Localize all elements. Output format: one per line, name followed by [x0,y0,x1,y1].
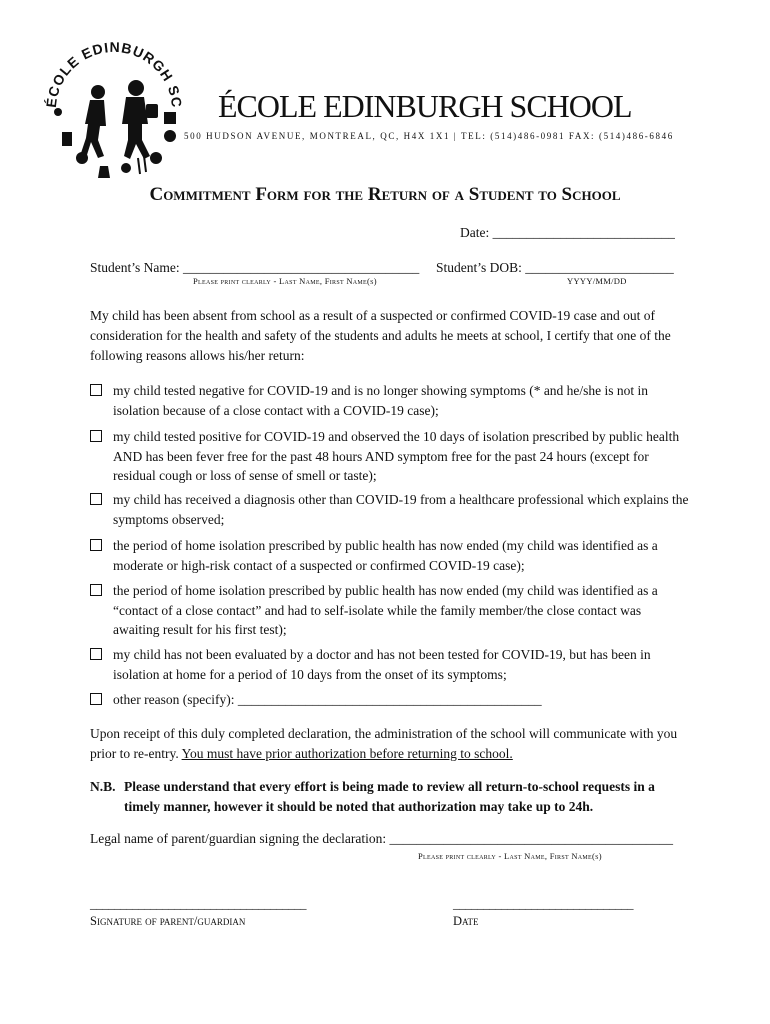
option-text: the period of home isolation prescribed by public health has now ended (my child was identified as a “contact of a close contact” and had to self-isolate while the family member/the close contact was awaiting result for his first test); [113,583,658,637]
option-text: my child tested negative for COVID-19 and is no longer showing symptoms (* and he/she is not in isolation because of a close contact with a COVID-19 case); [113,383,649,418]
school-name: ÉCOLE EDINBURGH SCHOOL [218,88,632,124]
option-text: my child has received a diagnosis other than COVID-19 from a healthcare professional which explains the symptoms observed; [113,492,689,527]
authorization-notice: You must have prior authorization before returning to school. [181,746,513,761]
date-field[interactable]: Date: ___________________________ [460,225,675,240]
svg-text:ÉCOLE EDINBURGH SCHOOL [38,40,185,109]
guardian-name-field[interactable]: Legal name of parent/guardian signing the declaration: __________________________________________ [90,831,674,846]
checkbox[interactable] [90,430,102,442]
date-signature-label: Date [453,914,479,928]
date-signature-line[interactable]: ______________________________ [453,896,633,911]
nb-paragraph [90,777,690,817]
checkbox[interactable] [90,648,102,660]
student-name-field[interactable]: Student’s Name: ___________________________________ [90,260,420,275]
student-dob-field[interactable]: Student’s DOB: ______________________ [436,260,674,275]
logo-text: ÉCOLE EDINBURGH SC [42,40,186,109]
checkbox[interactable] [90,493,102,505]
option-other-diagnosis[interactable] [90,490,690,529]
school-logo [38,40,188,180]
signature-line[interactable]: ____________________________________ [90,896,306,911]
option-text: other reason (specify): _____________________________________________ [113,692,542,707]
checkbox[interactable] [90,584,102,596]
receipt-paragraph [90,724,690,764]
option-text: my child tested positive for COVID-19 and observed the 10 days of isolation prescribed by public health AND has been fever free for the past 48 hours AND symptom free for the past 24 hours (except for residual cough or loss of sense of smell or taste); [113,429,680,483]
form-title: Commitment Form for the Return of a Student to School [149,184,621,205]
school-address: 500 HUDSON AVENUE, MONTREAL, QC, H4X 1X1 | TEL: (514)486-0981 FAX: (514)486-6846 [184,131,674,141]
nb-label: N.B. [90,779,116,794]
option-text: my child has not been evaluated by a doctor and has not been tested for COVID-19, but has been in isolation at home for a period of 10 days from the onset of its symptoms; [113,647,651,682]
option-negative-test[interactable] [90,381,690,420]
signature-label: Signature of parent/guardian [90,914,246,928]
nb-text: Please understand that every effort is being made to review all return-to-school requests in a timely manner, however it should be noted that authorization may take up to 24h. [124,779,655,814]
intro-paragraph: My child has been absent from school as a result of a suspected or confirmed COVID-19 case and out of consideration for the health and safety of the students and adults he meets at school, I certify that one of the following reasons allows his/her return: [90,308,671,363]
checkbox[interactable] [90,693,102,705]
option-text: the period of home isolation prescribed by public health has now ended (my child was identified as a moderate or high-risk contact of a suspected or confirmed COVID-19 case); [113,538,658,573]
option-not-evaluated[interactable] [90,645,690,684]
option-positive-test[interactable] [90,427,690,486]
student-dob-note: YYYY/MM/DD [567,276,627,286]
guardian-name-note: Please print clearly - Last Name, First Name(s) [418,851,602,861]
option-isolation-contact[interactable] [90,581,690,640]
option-isolation-high-risk[interactable] [90,536,690,575]
checkbox[interactable] [90,539,102,551]
option-other-reason[interactable] [90,690,690,710]
student-name-note: Please print clearly - Last Name, First Name(s) [193,276,377,286]
checkbox[interactable] [90,384,102,396]
receipt-text: Upon receipt of this duly completed declaration, the administration of the school will communicate with you prior to re-entry. [90,726,678,761]
